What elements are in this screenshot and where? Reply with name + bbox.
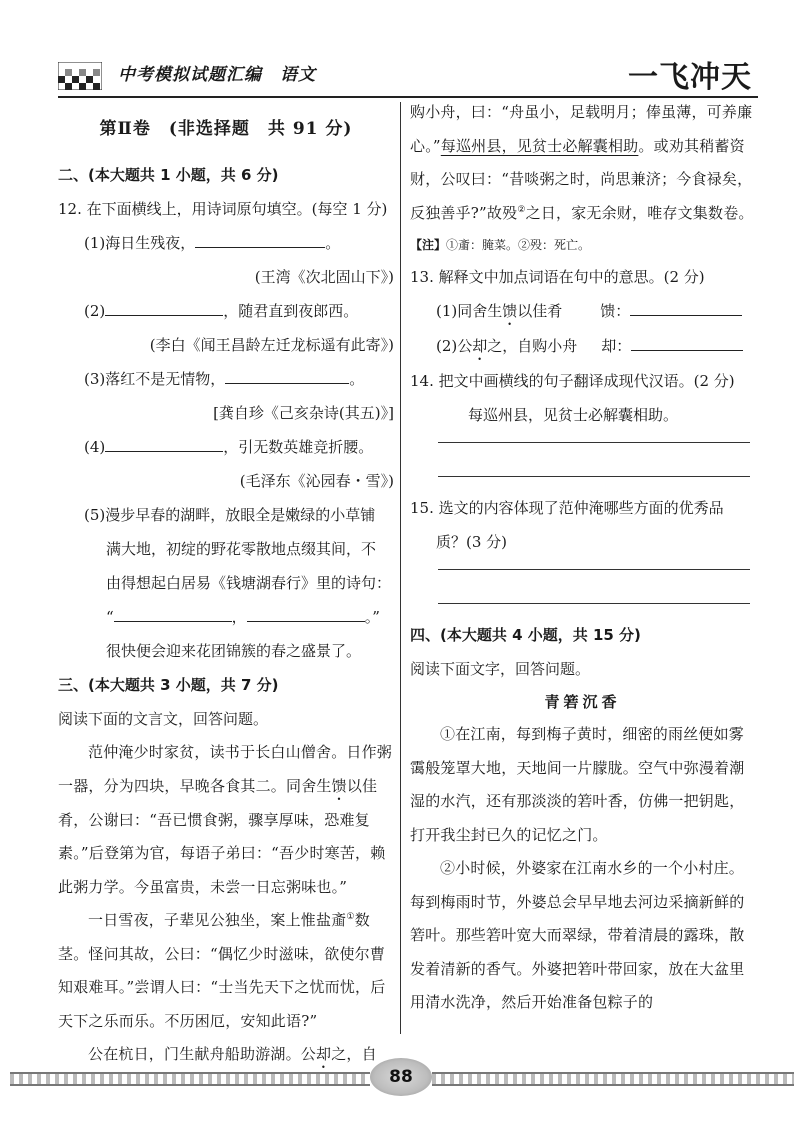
q12-item-4 [58, 430, 394, 464]
q13-item-1 [410, 294, 755, 329]
q12-5-line-4 [58, 600, 394, 634]
footnote-marker-2: ② [517, 204, 526, 215]
footnote-marker-1: ① [346, 912, 355, 922]
page-footer [0, 1058, 800, 1098]
q12-5-line-2: 满大地，初绽的野花零散地点缀其间，不 [106, 540, 377, 558]
left-column [58, 110, 394, 1072]
q12-3-text: (3)落红不是无情物， [84, 370, 226, 388]
q12-5-line-1: (5)漫步早春的湖畔，放眼全是嫩绿的小草铺 [84, 506, 376, 524]
q12-3-blank[interactable] [225, 365, 349, 384]
q12-5-close-quote: 。” [364, 608, 380, 626]
classical-p3-part-d: 。或劝其稍蓄资财，公叹曰：“昔啖粥之时，尚思兼济；今食禄矣，反独善乎?”故殁 [410, 136, 753, 222]
brand-logo: 一飞冲天 [628, 60, 752, 95]
q13-2-dotted-word: 却 [472, 337, 488, 355]
question-15-line-1: 15. 选文的内容体现了范仲淹哪些方面的优秀品 [410, 499, 724, 517]
question-14-prompt: 14. 把文中画横线的句子翻译成现代汉语。(2 分) [410, 372, 735, 390]
essay-title: 青箬沉香 [544, 693, 621, 711]
q13-2-text-b: 之，自购小舟 [487, 337, 578, 355]
q12-5-open-quote: “ [106, 608, 114, 626]
footer-ornament-right [432, 1072, 794, 1086]
q12-item-1 [58, 226, 394, 260]
q12-5-line-5: 很快便会迎来花团锦簇的春之盛景了。 [106, 642, 362, 660]
q12-2-blank[interactable] [105, 297, 223, 316]
q12-2-source: (李白《闻王昌龄左迁龙标遥有此寄》) [149, 336, 394, 354]
q12-5-blank-1[interactable] [114, 603, 232, 622]
checker-logo-icon [58, 62, 102, 90]
q14-sentence: 每巡州县，见贫士必解囊相助。 [468, 406, 679, 424]
section-2-heading: 二、(本大题共 1 小题，共 6 分) [58, 166, 279, 184]
q13-item-2 [410, 329, 755, 364]
q12-1-tail: 。 [325, 234, 341, 252]
classical-paragraph-3-cont [410, 96, 755, 230]
q13-1-dotted-word: 馈 [502, 302, 518, 320]
q12-1-blank[interactable] [195, 229, 325, 248]
footnote-text: ①齑：腌菜。②殁：死亡。 [446, 238, 591, 252]
q12-2-tail: ，随君直到夜郎西。 [223, 302, 359, 320]
q12-4-tail: ，引无数英雄竞折腰。 [223, 438, 374, 456]
q12-3-tail: 。 [349, 370, 365, 388]
q12-5-comma: ， [231, 608, 247, 626]
essay-paragraph-2: ②小时候，外婆家在江南水乡的一个小村庄。每到梅雨时节，外婆总会早早地去河边采摘新鲜的箬叶。那些箬叶宽大而翠绿，带着清晨的露珠，散发着清新的香气。外婆把箬叶带回家，放在大盆里用清水洗净，然后开始准备包粽子的 [410, 859, 745, 1011]
book-title: 中考模拟试题汇编 语文 [118, 65, 316, 85]
dotted-word-que: 却 [316, 1045, 332, 1063]
section-3-heading: 三、(本大题共 3 小题，共 7 分) [58, 676, 279, 694]
classical-p3-part-e: 之日，家无余财，唯存文集数卷。 [525, 203, 754, 222]
question-12-prompt: 12. 在下面横线上，用诗词原句填空。(每空 1 分) [58, 200, 388, 218]
page-number: 88 [370, 1058, 432, 1096]
q12-1-source: (王湾《次北固山下》) [254, 268, 394, 286]
q13-1-label: 馈： [600, 302, 631, 320]
section-4-instruction: 阅读下面文字，回答问题。 [410, 660, 591, 678]
question-13-prompt: 13. 解释文中加点词语在句中的意思。(2 分) [410, 268, 705, 286]
q12-4-text: (4) [84, 438, 106, 456]
classical-p3-part-a: 公在杭日，门生献舟船助游湖。公 [88, 1045, 317, 1063]
classical-p3-part-c: 购小舟，曰：“舟虽小，足载明月；俸虽薄，可养廉心。” [410, 103, 753, 155]
column-divider [400, 102, 401, 1034]
question-15-line-2: 质？(3 分) [436, 533, 508, 551]
classical-p3-part-b: 之，自 [331, 1045, 377, 1063]
q13-1-text-a: (1)同舍生 [436, 302, 503, 320]
q13-2-text-a: (2)公 [436, 337, 473, 355]
section-4-heading: 四、(本大题共 4 小题，共 15 分) [410, 626, 641, 644]
essay-paragraph-1: ①在江南，每到梅子黄时，细密的雨丝便如雾霭般笼罩大地，天地间一片朦胧。空气中弥漫着潮湿的水汽，还有那淡淡的箬叶香，仿佛一把钥匙，打开我尘封已久的记忆之门。 [410, 725, 745, 844]
footnote-label: 【注】 [410, 238, 447, 252]
q13-2-blank[interactable] [631, 332, 743, 351]
q12-item-3 [58, 362, 394, 396]
q12-2-text: (2) [84, 302, 106, 320]
classical-p2-part-b: 数茎。怪问其故，公曰：“偶忆少时滋味，欲使尔曹知艰难耳。”尝谓人曰：“士当先天下之忧而忧，后天下之乐而乐。不历困厄，安知此语?” [58, 911, 386, 1030]
classical-p2-part-a: 一日雪夜，子辈见公独坐，案上惟盐齑 [88, 911, 347, 929]
q12-4-blank[interactable] [105, 433, 223, 452]
q12-3-source: [龚自珍《己亥杂诗(其五)》] [213, 404, 394, 422]
right-column [410, 96, 755, 1020]
q12-item-2 [58, 294, 394, 328]
classical-p1-part-a: 范仲淹少时家贫，读书于长白山僧舍。日作粥一器，分为四块，早晚各食其二。同舍生 [58, 743, 393, 795]
footnote [410, 230, 755, 260]
q13-2-label: 却： [601, 337, 632, 355]
q13-1-blank[interactable] [630, 297, 742, 316]
classical-paragraph-1 [58, 736, 394, 904]
q12-5-blank-2[interactable] [247, 603, 365, 622]
classical-p1-part-b: 以佳肴，公谢曰：“吾已惯食粥，骤享厚味，恐难复素。”后登第为官，每语子弟曰：“吾少时寒苦，赖此粥力学。今虽富贵，未尝一日忘粥味也。” [58, 776, 386, 896]
underlined-sentence: 每巡州县，见贫士必解囊相助 [440, 136, 639, 155]
section-3-instruction: 阅读下面的文言文，回答问题。 [58, 710, 269, 728]
dotted-word-kui: 馈 [331, 776, 347, 795]
classical-paragraph-2 [58, 904, 394, 1038]
footer-ornament-left [10, 1072, 370, 1086]
volume-title: 第Ⅱ卷 (非选择题 共 91 分) [99, 119, 353, 139]
q12-4-source: (毛泽东《沁园春・雪》) [239, 472, 394, 490]
q12-1-text: (1)海日生残夜， [84, 234, 196, 252]
page-header [58, 52, 758, 100]
q12-5-line-3: 由得想起白居易《钱塘湖春行》里的诗句： [106, 574, 392, 592]
q13-1-text-b: 以佳肴 [517, 302, 563, 320]
